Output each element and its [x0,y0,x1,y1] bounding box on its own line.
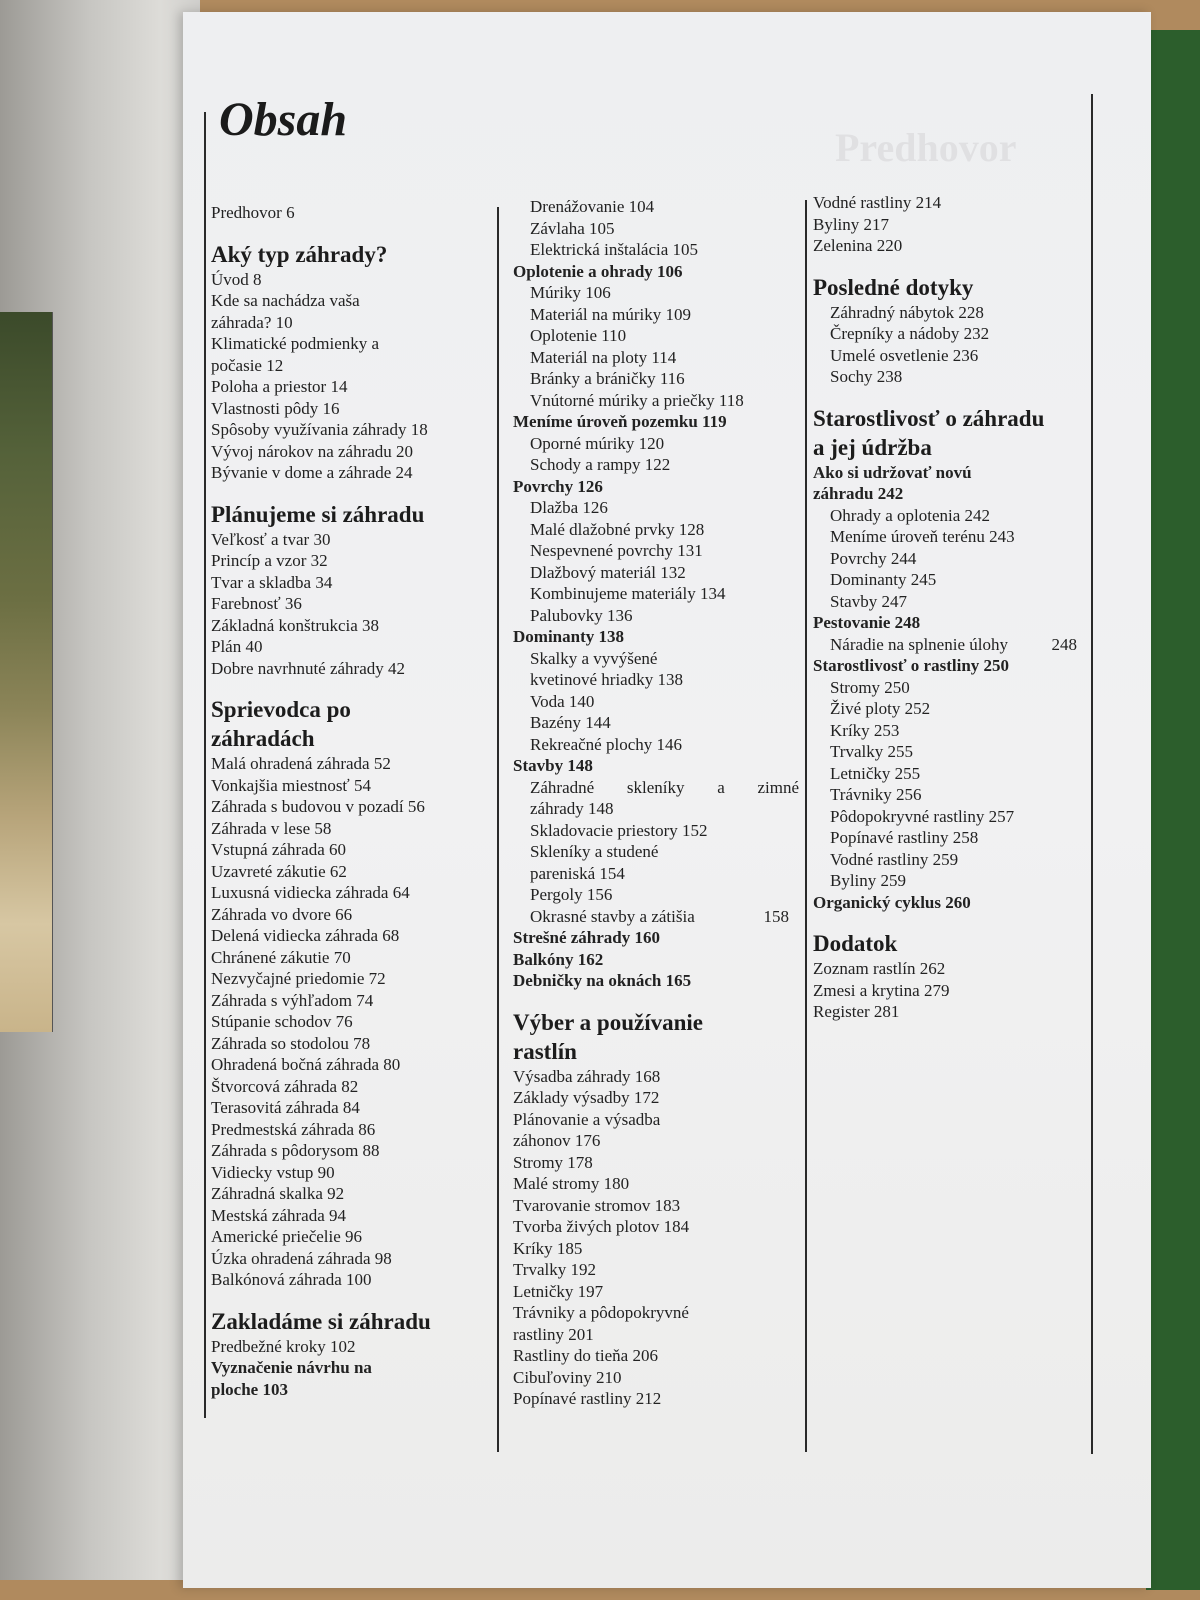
toc-entry: Materiál na múriky 109 [530,304,691,324]
toc-entry: Byliny 259 [830,871,907,890]
toc-entry: Dlažbový materiál 132 [530,562,686,582]
toc-entry: Malé dlažobné prvky 128 [530,519,705,539]
toc-entry: Malé stromy 180 [513,1174,630,1193]
toc-entry: Vlastnosti pôdy 16 [211,398,340,418]
toc-entry: Základná konštrukcia 38 [211,615,380,635]
toc-entry: Umelé osvetlenie 236 [830,345,979,365]
toc-entry: Zmesi a krytina 279 [813,980,950,1000]
toc-entry: Drenážovanie 104 [530,197,655,216]
toc-entry: Zoznam rastlín 262 [813,959,946,978]
toc-entry: Rekreačné plochy 146 [530,734,682,754]
toc-entry: Popínavé rastliny 212 [513,1389,662,1408]
left-page [0,0,200,1580]
section-heading: Dodatok [813,931,898,956]
toc-entry: Oplotenie 110 [530,326,627,345]
page-title: Obsah [219,93,348,146]
toc-column-1 [211,202,493,1400]
toc-entry: Ohradená bočná záhrada 80 [211,1055,401,1074]
toc-entry: Záhradné skleníky a zimné [530,777,799,797]
toc-entry: Voda 140 [530,691,595,711]
toc-entry: Cibuľoviny 210 [513,1367,622,1387]
toc-entry: Spôsoby využívania záhrady 18 [211,420,428,439]
toc-subsection: Starostlivosť o rastliny 250 [813,656,1010,675]
toc-entry: Trávniky 256 [830,785,922,804]
toc-entry: Letničky 197 [513,1281,604,1301]
toc-entry: Vodné rastliny 214 [813,193,942,212]
toc-entry: Nespevnené povrchy 131 [530,541,703,560]
toc-entry-page: 248 [1051,634,1077,654]
toc-entry: Závlaha 105 [530,218,615,238]
toc-entry: Stromy 250 [830,677,910,697]
section-heading: Zakladáme si záhradu [211,1308,431,1334]
section-heading: rastlín [513,1038,577,1064]
toc-entry: Chránené zákutie 70 [211,947,351,967]
toc-entry: kvetinové hriadky 138 [530,670,683,689]
toc-entry [513,906,799,928]
show-through-text: Predhovor [835,125,1017,170]
section-heading: záhradách [211,726,315,751]
toc-entry: Tvarovanie stromov 183 [513,1195,681,1215]
toc-entry: záhrada? 10 [211,312,293,332]
toc-entry: Tvorba živých plotov 184 [513,1217,690,1236]
toc-entry: Záhradná skalka 92 [211,1184,345,1203]
toc-entry: Štvorcová záhrada 82 [211,1076,359,1096]
section-heading: Sprievodca po [211,697,351,722]
toc-entry: Vonkajšia miestnosť 54 [211,775,371,795]
section-heading: Plánujeme si záhradu [211,501,425,527]
toc-entry: záhonov 176 [513,1131,601,1150]
toc-entry: Skleníky a studené [530,842,659,861]
toc-entry: Záhradný nábytok 228 [830,302,984,322]
toc-entry: Meníme úroveň terénu 243 [830,527,1015,546]
toc-entry: Predbežné kroky 102 [211,1336,356,1356]
toc-entry: Kde sa nachádza vaša [211,291,360,310]
toc-entry: počasie 12 [211,355,284,375]
toc-entry: Záhrada s pôdorysom 88 [211,1141,380,1160]
toc-entry: Poloha a priestor 14 [211,377,348,396]
toc-entry: Vývoj nárokov na záhradu 20 [211,441,414,461]
toc-entry-label: Okrasné stavby a zátišia [530,906,695,926]
toc-entry-label: Náradie na splnenie úlohy [830,634,1008,654]
toc-entry: Múriky 106 [530,283,611,302]
toc-entry: Schody a rampy 122 [530,455,671,474]
toc-entry: Ohrady a oplotenia 242 [830,505,991,525]
toc-entry: Mestská záhrada 94 [211,1205,347,1225]
toc-entry: Stromy 178 [513,1152,593,1172]
toc-subsection: Oplotenie a ohrady 106 [513,261,683,281]
toc-entry: Základy výsadby 172 [513,1088,660,1107]
toc-entry: Letničky 255 [830,763,921,783]
toc-entry: Bránky a bráničky 116 [530,369,685,388]
toc-entry: Vidiecky vstup 90 [211,1162,335,1182]
toc-entry: Dominanty 245 [830,570,937,589]
toc-entry: Luxusná vidiecka záhrada 64 [211,883,410,902]
toc-entry: Farebnosť 36 [211,594,302,613]
toc-subsection: Balkóny 162 [513,949,604,969]
toc-entry: Tvar a skladba 34 [211,572,333,592]
toc-entry: Pôdopokryvné rastliny 257 [830,806,1015,826]
toc-subsection: záhradu 242 [813,484,904,503]
toc-entry [813,634,1087,656]
toc-entry: Oporné múriky 120 [530,433,665,453]
toc-entry: pareniská 154 [530,863,625,883]
toc-entry: Záhrada s výhľadom 74 [211,990,374,1010]
toc-entry: Bývanie v dome a záhrade 24 [211,463,413,482]
toc-subsection: Stavby 148 [513,756,593,775]
column-rule-left [204,112,206,1418]
toc-entry: Materiál na ploty 114 [530,347,677,367]
toc-entry: Trvalky 192 [513,1260,596,1279]
toc-entry: Byliny 217 [813,214,890,234]
toc-entry: Vstupná záhrada 60 [211,840,347,859]
toc-entry: Palubovky 136 [530,605,633,625]
toc-entry: Plánovanie a výsadba [513,1109,661,1129]
toc-entry: Vodné rastliny 259 [830,849,959,869]
section-heading: a jej údržba [813,434,932,460]
toc-entry: Skladovacie priestory 152 [530,820,708,840]
toc-entry: Princíp a vzor 32 [211,551,328,570]
toc-entry: Sochy 238 [830,367,903,386]
toc-entry: Vnútorné múriky a priečky 118 [530,390,744,410]
section-heading: Starostlivosť o záhradu [813,405,1045,431]
column-rule-right [805,200,807,1452]
toc-entry: Záhrada s budovou v pozadí 56 [211,797,425,816]
toc-entry: Výsadba záhrady 168 [513,1066,661,1086]
toc-entry: Trávniky a pôdopokryvné [513,1303,689,1322]
toc-subsection: Strešné záhrady 160 [513,928,661,947]
toc-subsection: Meníme úroveň pozemku 119 [513,412,727,431]
toc-entry: Skalky a vyvýšené [530,648,658,668]
toc-entry: Záhrada v lese 58 [211,818,332,838]
toc-entry: Dlažba 126 [530,498,608,517]
toc-subsection: Pestovanie 248 [813,613,921,632]
toc-entry: Uzavreté zákutie 62 [211,861,347,881]
column-rule-middle [497,207,499,1452]
section-heading: Aký typ záhrady? [211,241,388,267]
toc-entry: Register 281 [813,1002,900,1021]
toc-entry: Nezvyčajné priedomie 72 [211,969,386,988]
toc-entry: Pergoly 156 [530,885,613,904]
toc-entry: Úvod 8 [211,269,262,289]
toc-entry: záhrady 148 [530,799,614,818]
toc-entry: Záhrada so stodolou 78 [211,1033,371,1053]
toc-entry: Kríky 185 [513,1238,583,1258]
toc-entry: Plán 40 [211,637,263,656]
toc-entry: Veľkosť a tvar 30 [211,529,331,549]
toc-subsection: Debničky na oknách 165 [513,971,692,990]
toc-entry: Úzka ohradená záhrada 98 [211,1248,392,1268]
toc-entry: Trvalky 255 [830,742,913,761]
toc-entry: Dobre navrhnuté záhrady 42 [211,658,406,678]
toc-entry-page: 158 [763,906,789,926]
toc-entry: Americké priečelie 96 [211,1227,363,1246]
toc-entry: Črepníky a nádoby 232 [830,324,990,343]
toc-column-2 [513,196,799,1410]
toc-subsection: Dominanty 138 [513,627,624,646]
toc-entry: Rastliny do tieňa 206 [513,1346,658,1365]
toc-subsection: Vyznačenie návrhu na [211,1358,372,1377]
toc-entry: Terasovitá záhrada 84 [211,1098,360,1117]
toc-entry: Povrchy 244 [830,548,917,568]
toc-entry: Kombinujeme materiály 134 [530,584,726,603]
toc-entry: Stavby 247 [830,591,907,611]
toc-page [183,12,1151,1588]
toc-entry: Predhovor 6 [211,203,295,222]
toc-entry: Balkónová záhrada 100 [211,1270,372,1289]
toc-entry: Bazény 144 [530,713,611,732]
toc-entry: Popínavé rastliny 258 [830,828,979,847]
column-rule-outer [1091,94,1093,1454]
toc-entry: Delená vidiecka záhrada 68 [211,926,400,945]
toc-entry: Malá ohradená záhrada 52 [211,754,391,773]
section-heading: Výber a používanie [513,1009,703,1035]
toc-entry: Stúpanie schodov 76 [211,1012,353,1031]
toc-subsection: Povrchy 126 [513,476,603,496]
toc-subsection: Organický cyklus 260 [813,892,971,912]
toc-entry: Záhrada vo dvore 66 [211,904,353,924]
toc-entry: Elektrická inštalácia 105 [530,240,699,259]
toc-entry: Predmestská záhrada 86 [211,1119,376,1139]
toc-entry: rastliny 201 [513,1324,594,1344]
book-cover-edge [1146,30,1200,1590]
section-heading: Posledné dotyky [813,274,974,300]
toc-entry: Kríky 253 [830,720,900,740]
toc-entry: Klimatické podmienky a [211,334,380,353]
toc-column-3 [813,192,1087,1023]
photo-edge [0,312,53,1032]
toc-subsection: ploche 103 [211,1379,288,1399]
toc-entry: Zelenina 220 [813,236,903,255]
toc-entry: Živé ploty 252 [830,699,931,718]
toc-subsection: Ako si udržovať novú [813,462,972,482]
